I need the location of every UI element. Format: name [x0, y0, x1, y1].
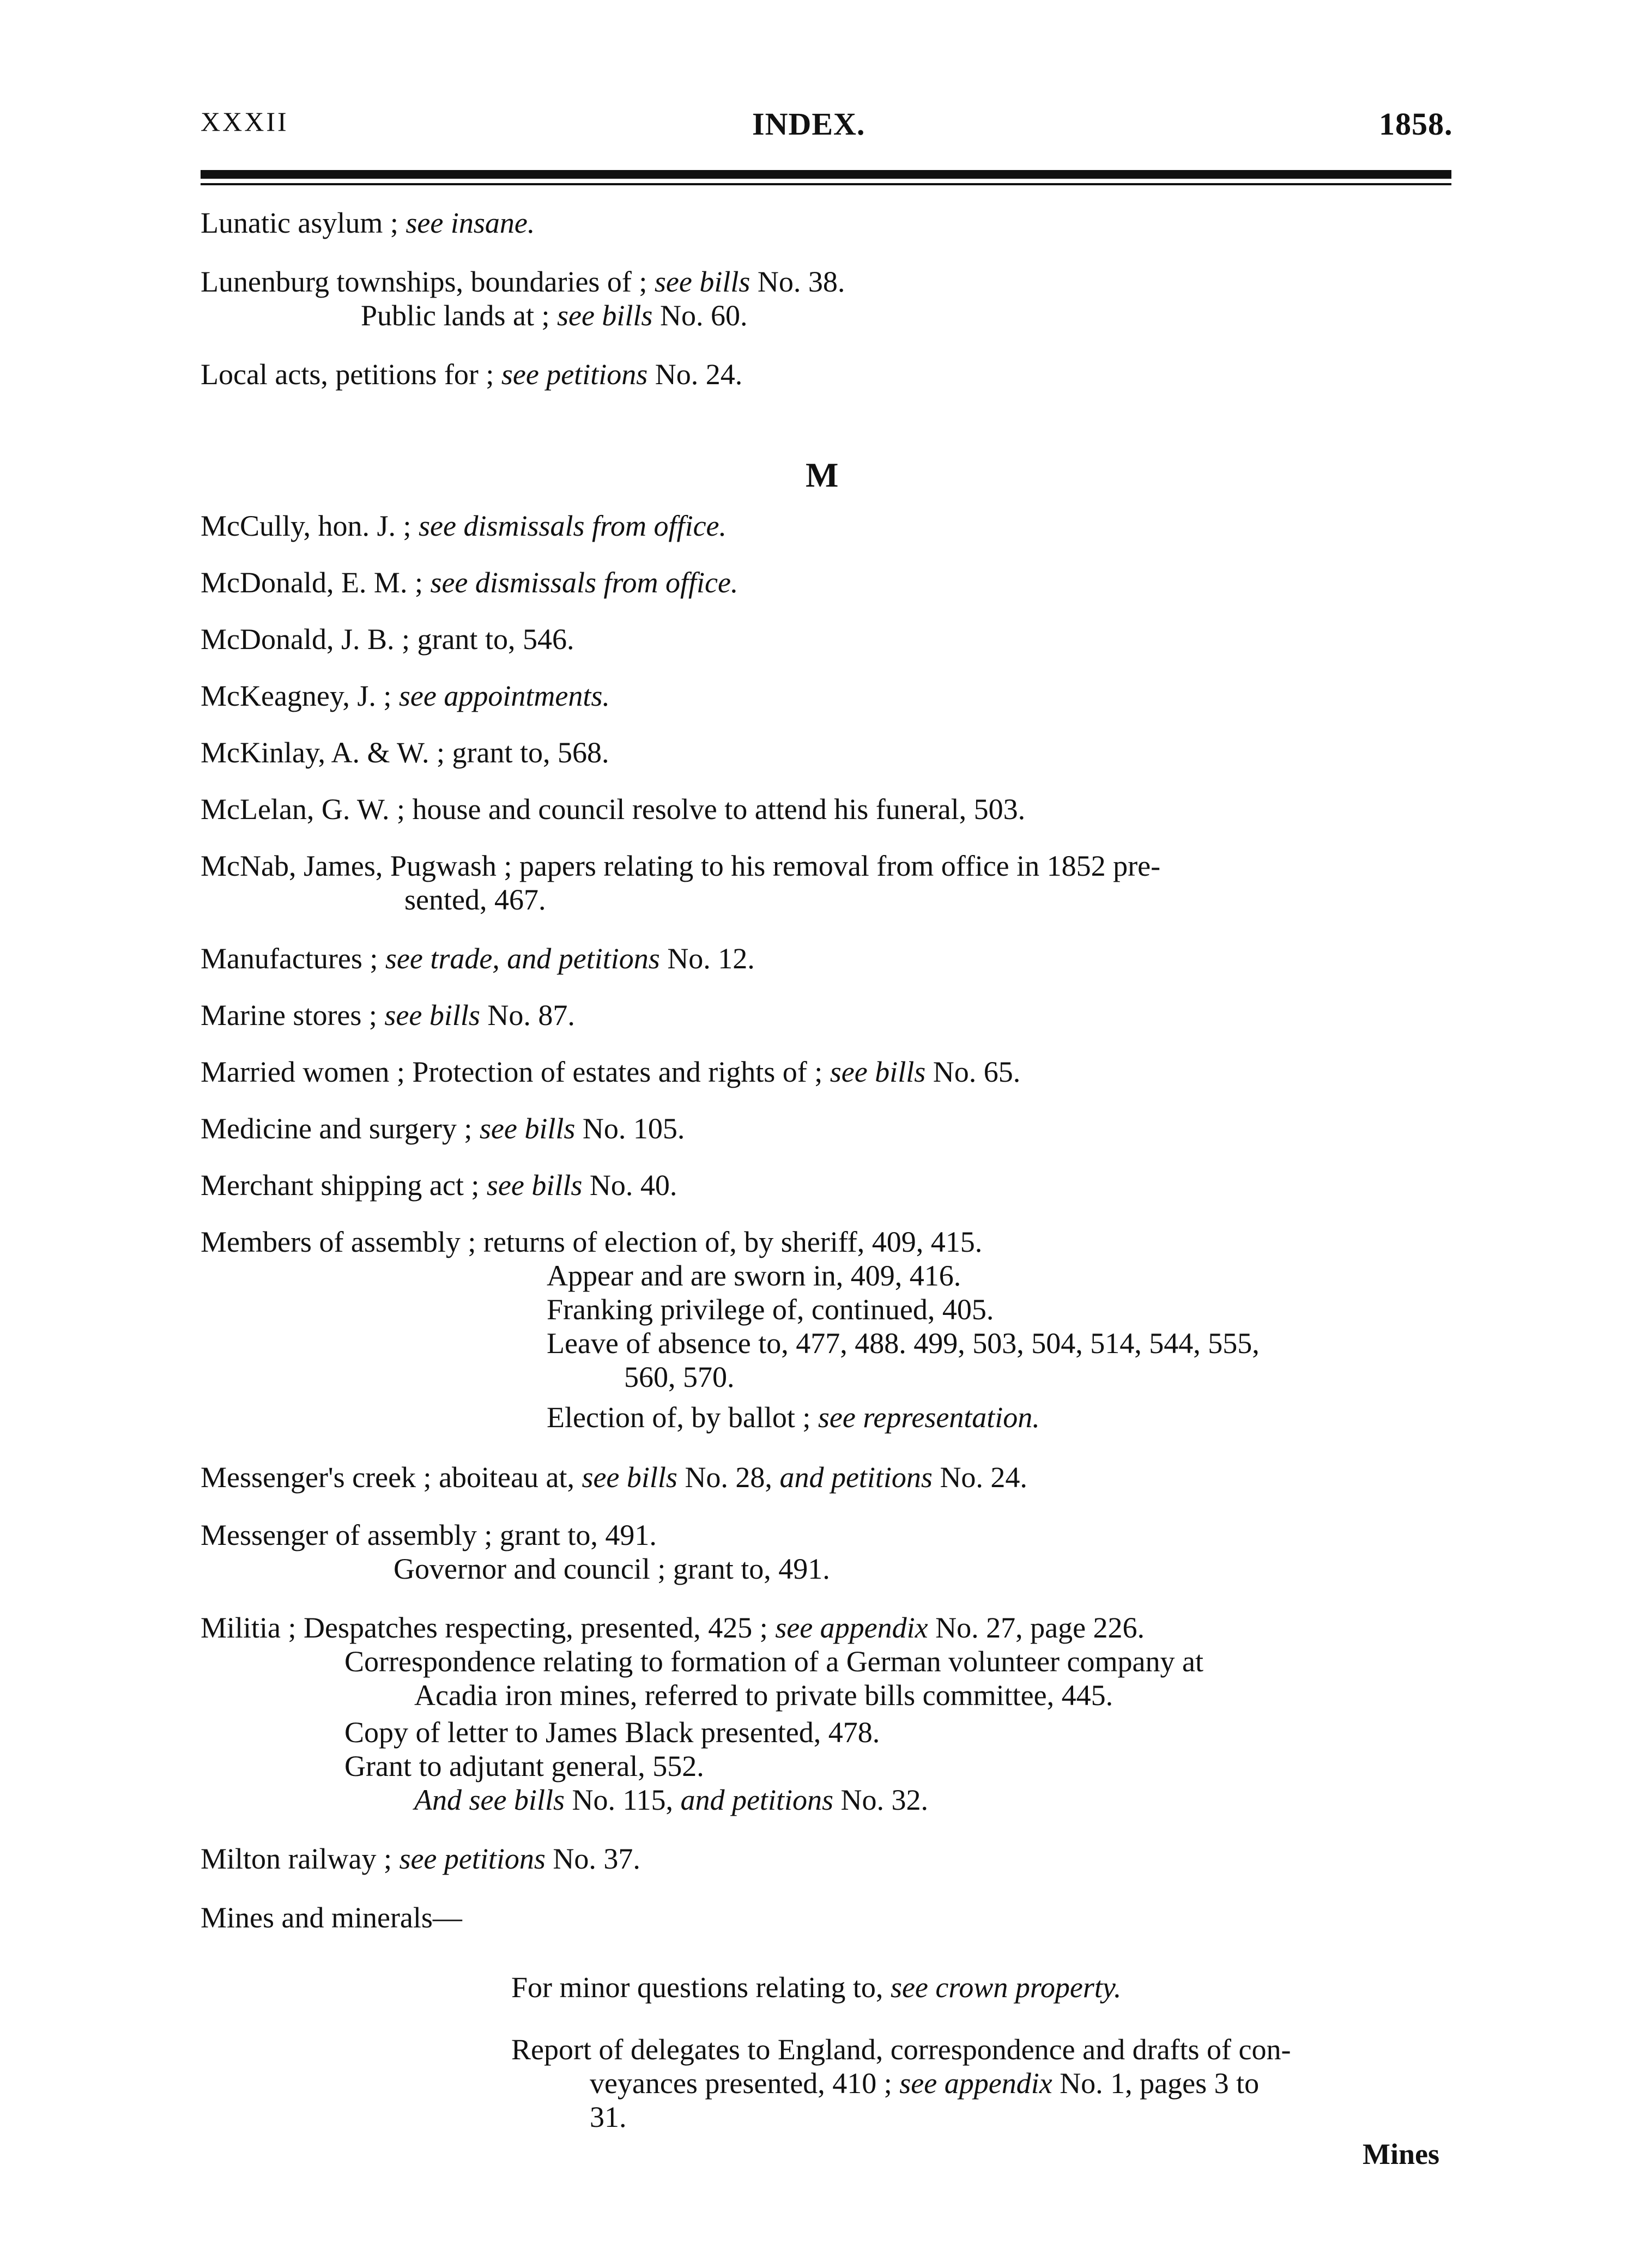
- section-letter: M: [806, 456, 839, 494]
- index-line: [201, 568, 738, 597]
- text: No. 24.: [932, 1461, 1027, 1494]
- text: Milton railway ;: [201, 1842, 400, 1875]
- index-line: [201, 624, 574, 654]
- text: Lunenburg townships, boundaries of ;: [201, 265, 655, 298]
- catchword: Mines: [1363, 2138, 1439, 2170]
- text: McDonald, E. M. ;: [201, 566, 431, 599]
- italic-text: see appointments.: [398, 680, 610, 712]
- index-line: [414, 1681, 1113, 1710]
- text: Messenger's creek ; aboiteau at,: [201, 1461, 582, 1494]
- text: Copy of letter to James Black presented, 478.: [344, 1716, 880, 1749]
- italic-text: see appendix: [899, 2067, 1052, 2100]
- text: No. 87.: [480, 999, 575, 1032]
- italic-text: see crown property.: [890, 1971, 1122, 2004]
- text: Messenger of assembly ; grant to, 491.: [201, 1519, 657, 1551]
- index-line: [344, 1751, 704, 1781]
- index-line: [511, 1973, 1121, 2002]
- index-line: [404, 885, 546, 914]
- index-line: [511, 2035, 1291, 2064]
- text: Merchant shipping act ;: [201, 1169, 487, 1202]
- index-line: [201, 1057, 1020, 1087]
- index-line: [344, 1718, 880, 1747]
- text: veyances presented, 410 ;: [590, 2067, 900, 2100]
- italic-text: and petitions: [680, 1784, 833, 1816]
- index-line: [201, 1227, 982, 1257]
- text: McLelan, G. W. ; house and council resolve to attend his funeral, 503.: [201, 793, 1026, 826]
- text: Report of delegates to England, correspondence and drafts of con-: [511, 2033, 1291, 2066]
- index-line: [201, 1520, 657, 1550]
- text: Lunatic asylum ;: [201, 207, 406, 239]
- text: Appear and are sworn in, 409, 416.: [547, 1259, 961, 1292]
- index-line: [547, 1403, 1040, 1432]
- text: No. 60.: [652, 299, 748, 332]
- text: No. 37.: [545, 1842, 640, 1875]
- italic-text: see bills: [556, 299, 653, 332]
- italic-text: see dismissals from office.: [419, 510, 727, 542]
- italic-text: see petitions: [501, 358, 648, 391]
- italic-text: see bills: [654, 265, 751, 298]
- text: 560, 570.: [624, 1361, 735, 1393]
- text: For minor questions relating to,: [511, 1971, 891, 2004]
- index-line: [201, 795, 1025, 824]
- index-line: [201, 1613, 1145, 1642]
- index-line: [201, 1000, 575, 1030]
- text: Medicine and surgery ;: [201, 1112, 480, 1145]
- italic-text: see bills: [384, 999, 480, 1032]
- text: McNab, James, Pugwash ; papers relating to his removal from office in 1852 pre-: [201, 850, 1161, 882]
- text: Correspondence relating to formation of a German volunteer company at: [344, 1645, 1203, 1678]
- text: Militia ; Despatches respecting, presented, 425 ;: [201, 1611, 776, 1644]
- index-line: [201, 1463, 1027, 1492]
- text: Grant to adjutant general, 552.: [344, 1750, 704, 1782]
- text: Acadia iron mines, referred to private bills committee, 445.: [414, 1679, 1113, 1712]
- text: Election of, by ballot ;: [547, 1401, 818, 1434]
- text: Public lands at ;: [361, 299, 557, 332]
- index-line: [201, 1114, 685, 1143]
- index-line: [201, 738, 609, 767]
- index-line: [624, 1362, 735, 1392]
- text: McKinlay, A. & W. ; grant to, 568.: [201, 736, 609, 769]
- index-line: [201, 1903, 462, 1932]
- text: No. 65.: [925, 1056, 1021, 1088]
- italic-text: see petitions: [399, 1842, 546, 1875]
- text: Manufactures ;: [201, 942, 385, 975]
- italic-text: see trade, and petitions: [385, 942, 660, 975]
- page-title: INDEX.: [752, 106, 866, 142]
- text: No. 27, page 226.: [928, 1611, 1145, 1644]
- page-number: XXXII: [201, 106, 289, 137]
- index-line: [201, 681, 610, 711]
- text: Members of assembly ; returns of election of, by sheriff, 409, 415.: [201, 1226, 983, 1258]
- italic-text: see appendix: [775, 1611, 928, 1644]
- text: No. 115,: [564, 1784, 681, 1816]
- text: No. 105.: [575, 1112, 685, 1145]
- italic-text: And see bills: [414, 1784, 565, 1816]
- italic-text: see bills: [486, 1169, 583, 1202]
- text: McCully, hon. J. ;: [201, 510, 419, 542]
- text: Mines and minerals—: [201, 1901, 462, 1934]
- index-line: [201, 208, 535, 238]
- index-line: [361, 301, 747, 330]
- text: McKeagney, J. ;: [201, 680, 399, 712]
- italic-text: see insane.: [406, 207, 535, 239]
- text: sented, 467.: [404, 883, 546, 916]
- text: No. 32.: [833, 1784, 928, 1816]
- text: No. 24.: [647, 358, 743, 391]
- text: No. 38.: [750, 265, 845, 298]
- text: 31.: [590, 2101, 627, 2133]
- index-line: [201, 511, 727, 541]
- text: McDonald, J. B. ; grant to, 546.: [201, 623, 574, 656]
- text: No. 28,: [677, 1461, 780, 1494]
- text: No. 1, pages 3 to: [1052, 2067, 1260, 2100]
- index-line: [547, 1261, 961, 1290]
- text: No. 12.: [659, 942, 755, 975]
- text: Leave of absence to, 477, 488. 499, 503, 504, 514, 544, 555,: [547, 1327, 1260, 1360]
- italic-text: see bills: [479, 1112, 576, 1145]
- index-line: [201, 944, 755, 973]
- index-line: [201, 1171, 677, 1200]
- italic-text: see representation.: [818, 1401, 1040, 1434]
- text: Local acts, petitions for ;: [201, 358, 501, 391]
- index-line: [414, 1785, 928, 1815]
- index-line: [547, 1329, 1260, 1358]
- italic-text: and petitions: [779, 1461, 933, 1494]
- text: Married women ; Protection of estates and rights of ;: [201, 1056, 830, 1088]
- index-line: [394, 1554, 830, 1584]
- italic-text: see bills: [582, 1461, 677, 1494]
- page-year: 1858.: [1379, 106, 1453, 142]
- text: Governor and council ; grant to, 491.: [394, 1553, 830, 1585]
- index-line: [201, 360, 742, 389]
- italic-text: see bills: [830, 1056, 926, 1088]
- index-line: [590, 2102, 627, 2132]
- header-rule-thin: [201, 183, 1451, 185]
- index-line: [590, 2069, 1259, 2098]
- text: Marine stores ;: [201, 999, 385, 1032]
- index-line: [201, 1844, 640, 1873]
- italic-text: see dismissals from office.: [430, 566, 739, 599]
- index-line: [201, 267, 845, 296]
- text: Franking privilege of, continued, 405.: [547, 1293, 994, 1326]
- text: No. 40.: [582, 1169, 677, 1202]
- index-line: [344, 1647, 1203, 1676]
- index-line: [201, 851, 1160, 881]
- header-rule-thick: [201, 170, 1451, 179]
- index-line: [547, 1295, 994, 1324]
